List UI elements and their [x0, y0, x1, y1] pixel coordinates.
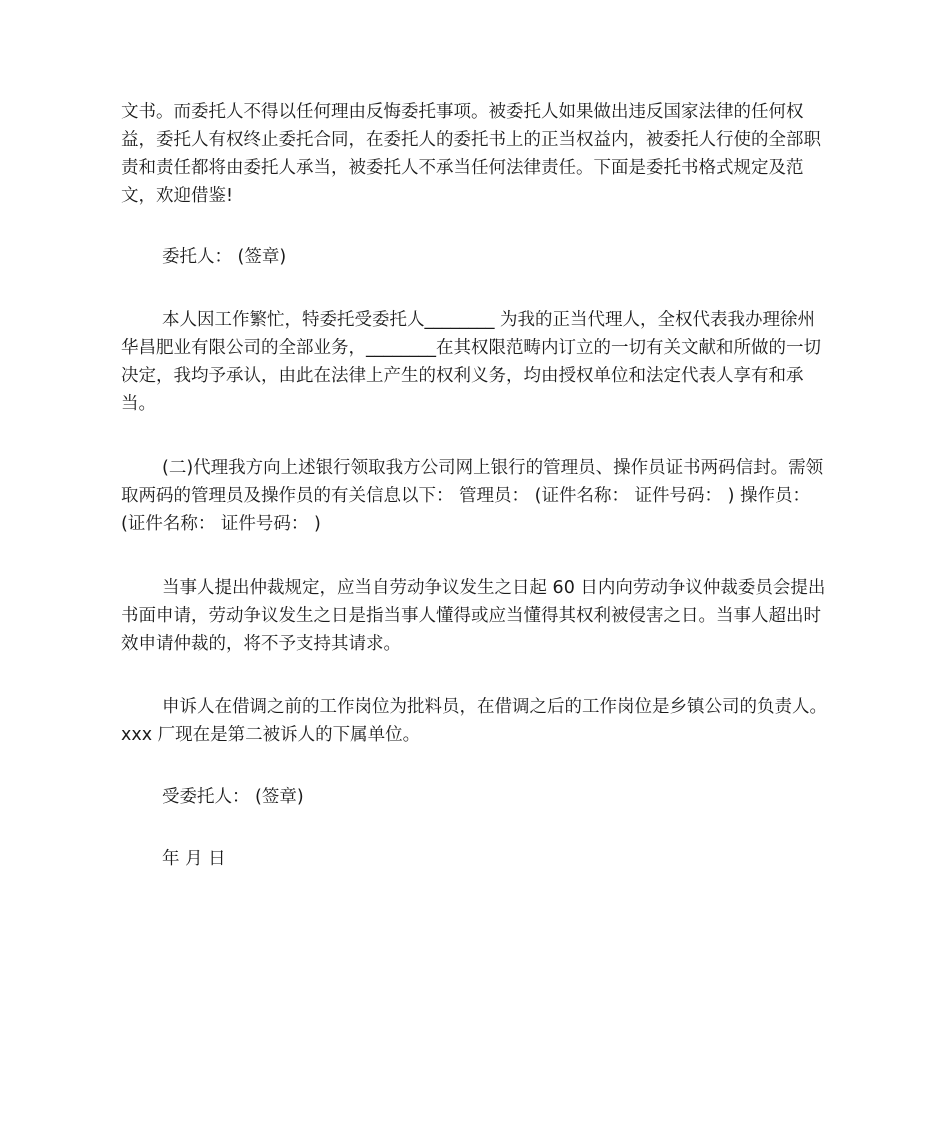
paragraph-arbitration: 当事人提出仲裁规定，应当自劳动争议发生之日起 60 日内向劳动争议仲裁委员会提出书面申请，劳动争议发生之日是指当事人懂得或应当懂得其权利被侵害之日。当事人超出时效申请仲裁的，将不予支持其请求。 — [121, 578, 826, 654]
paragraph-complainant: 申诉人在借调之前的工作岗位为批料员，在借调之后的工作岗位是乡镇公司的负责人。xxx 厂现在是第二被诉人的下属单位。 — [121, 697, 827, 745]
paragraph-date: 年 月 日 — [162, 849, 226, 869]
paragraph-authorization: 本人因工作繁忙，特委托受委托人________ 为我的正当代理人，全权代表我办理徐州 华昌肥业有限公司的全部业务，________在其权限范畴内订立的一切有关文献和所做的一切决定，我均予承认，由此在法律上产生的权利义务，均由授权单位和法定代表人享有和承当。 — [121, 310, 821, 414]
paragraph-intro: 文书。而委托人不得以任何理由反悔委托事项。被委托人如果做出违反国家法律的任何权益，委托人有权终止委托合同，在委托人的委托书上的正当权益内，被委托人行使的全部职责和责任都将由委托人承当，被委托人不承当任何法律责任。下面是委托书格式规定及范文，欢迎借鉴! — [121, 102, 821, 206]
paragraph-agent-signature: 受委托人： (签章) — [162, 787, 304, 807]
paragraph-principal-signature: 委托人： (签章) — [162, 247, 287, 267]
paragraph-bank-agency: (二)代理我方向上述银行领取我方公司网上银行的管理员、操作员证书两码信封。需领取两码的管理员及操作员的有关信息以下： 管理员： (证件名称： 证件号码： ) 操作员： (证件名称： 证件号码： ) — [121, 458, 824, 534]
